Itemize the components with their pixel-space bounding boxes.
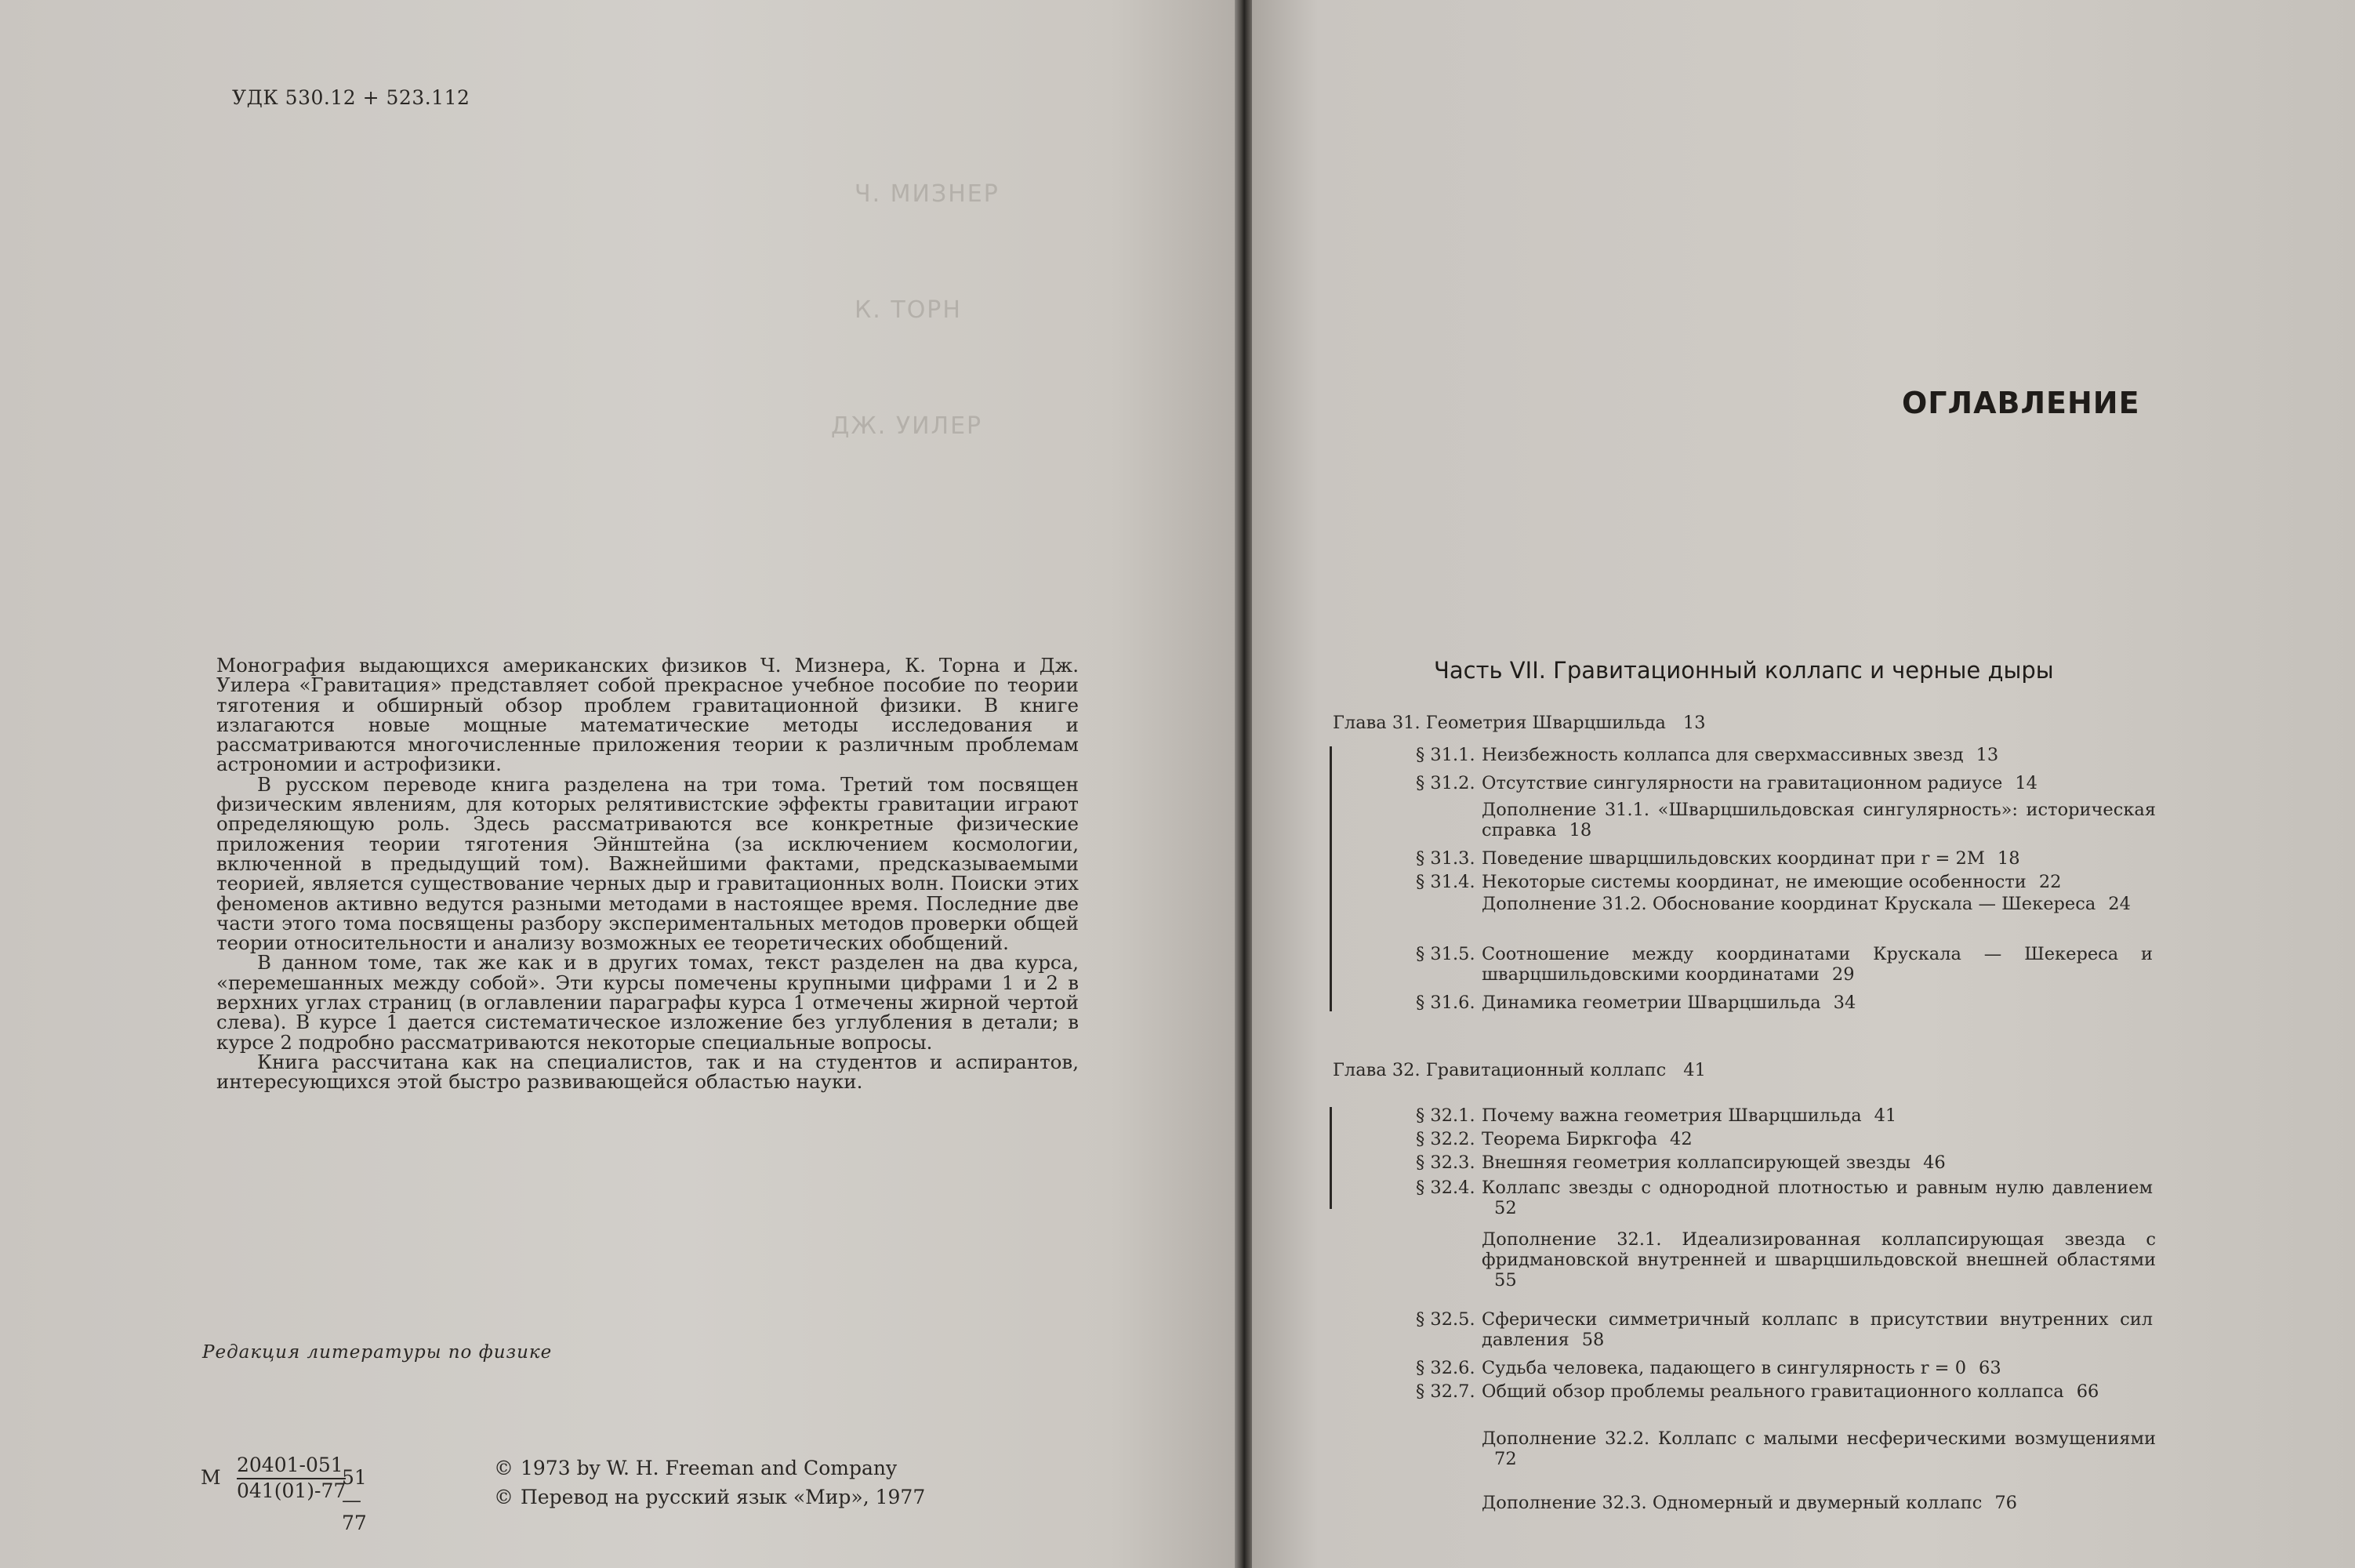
chapter-page: 41: [1683, 1060, 1706, 1080]
toc-section: [1416, 1309, 2153, 1350]
toc-section: [1416, 773, 2153, 793]
section-number: § 31.2.: [1416, 773, 1475, 793]
supplement-page: 72: [1494, 1449, 1517, 1469]
toc-section: [1416, 1152, 2153, 1173]
section-page: 63: [1979, 1358, 2001, 1378]
supplement-title: Дополнение 31.2. Обоснование координат Крускала — Шекереса: [1482, 894, 2096, 914]
section-number: § 32.6.: [1416, 1358, 1475, 1378]
section-title: Почему важна геометрия Шварцшильда: [1482, 1105, 1862, 1126]
section-page: 42: [1670, 1129, 1693, 1149]
section-page: 18: [1997, 848, 2020, 869]
supplement-page: 24: [2108, 894, 2131, 914]
toc-supplement: [1482, 894, 2156, 914]
section-title: Динамика геометрии Шварцшильда: [1482, 993, 1821, 1013]
section-page: 41: [1874, 1105, 1897, 1126]
section-title: Неизбежность коллапса для сверхмассивных звезд: [1482, 745, 1964, 765]
toc-supplement: [1482, 1229, 2156, 1290]
section-number: § 32.7.: [1416, 1381, 1475, 1402]
section-title: Теорема Биркгофа: [1482, 1129, 1658, 1149]
toc-section: [1416, 848, 2153, 869]
toc-supplement: [1482, 1428, 2156, 1469]
section-title: Некоторые системы координат, не имеющие особенности: [1482, 872, 2027, 892]
section-title: Судьба человека, падающего в сингулярность r = 0: [1482, 1358, 1967, 1378]
section-page: 14: [2015, 773, 2037, 793]
section-number: § 31.1.: [1416, 745, 1475, 765]
section-page: 46: [1923, 1152, 1946, 1173]
abstract-paragraph: Книга рассчитана как на специалистов, так и на студентов и аспирантов, интересующихся этой быстро развивающейся областью науки.: [216, 1050, 1079, 1094]
section-title: Сферически симметричный коллапс в присутствии внутренних сил давления: [1482, 1309, 2153, 1350]
toc-title: ОГЛАВЛЕНИЕ: [1902, 386, 2140, 420]
toc-section: [1416, 944, 2153, 985]
udk-code: УДК 530.12 + 523.112: [232, 86, 470, 109]
imprint-fraction: [237, 1454, 346, 1502]
imprint-letter: М: [201, 1466, 221, 1489]
chapter-page: 13: [1682, 713, 1706, 733]
toc-section: [1416, 1381, 2153, 1402]
section-title: Коллапс звезды с однородной плотностью и равным нулю давлением: [1482, 1178, 2153, 1198]
supplement-title: Дополнение 32.3. Одномерный и двумерный коллапс: [1482, 1493, 1983, 1513]
section-page: 34: [1833, 993, 1856, 1013]
toc-section: [1416, 1178, 2153, 1218]
section-title: Поведение шварцшильдовских координат при r = 2M: [1482, 848, 1985, 869]
toc-supplement: [1482, 1493, 2156, 1513]
section-number: § 32.5.: [1416, 1309, 1475, 1330]
chapter-label: Глава 31. Геометрия Шварцшильда: [1333, 713, 1666, 733]
section-number: § 31.3.: [1416, 848, 1475, 869]
section-number: § 31.5.: [1416, 944, 1475, 964]
copyright-symbol: ©: [494, 1457, 513, 1479]
supplement-page: 76: [1994, 1493, 2017, 1513]
toc-section: [1416, 1358, 2153, 1378]
abstract-paragraph: Монография выдающихся американских физиков Ч. Мизнера, К. Торна и Дж. Уилера «Гравитация» представляет собой прекрасное учебное пособие по теории тяготения и обширный обзор проблем гравитационной физики. В книге излагаются новые мощные математические методы исследования и рассматриваются многочисленные приложения теории к различным проблемам астрономии и астрофизики.: [216, 654, 1079, 776]
imprint-tail: 51—77: [342, 1466, 367, 1534]
section-page: 52: [1494, 1198, 1517, 1218]
section-number: § 31.6.: [1416, 993, 1475, 1013]
part-title: Часть VII. Гравитационный коллапс и черные дыры: [1434, 657, 2054, 684]
section-title: Внешняя геометрия коллапсирующей звезды: [1482, 1152, 1911, 1173]
show-through-text: Ч. МИЗНЕР: [855, 180, 1000, 208]
imprint-numerator: 20401-051: [237, 1454, 346, 1479]
show-through-text: ДЖ. УИЛЕР: [831, 412, 983, 440]
chapter-heading: [1333, 1060, 1706, 1080]
book-abstract: [216, 655, 1079, 1092]
section-title: Отсутствие сингулярности на гравитационном радиусе: [1482, 773, 2003, 793]
copyright-text: Перевод на русский язык «Мир», 1977: [521, 1486, 926, 1508]
section-page: 66: [2076, 1381, 2099, 1402]
section-number: § 31.4.: [1416, 872, 1475, 892]
toc-section: [1416, 1105, 2153, 1126]
section-title: Общий обзор проблемы реального гравитационного коллапса: [1482, 1381, 2064, 1402]
section-title: Соотношение между координатами Крускала — Шекереса и шварцшильдовскими координатами: [1482, 944, 2153, 985]
editorial-credit: Редакция литературы по физике: [202, 1342, 553, 1363]
toc-section: [1416, 872, 2153, 892]
section-number: § 32.1.: [1416, 1105, 1475, 1126]
supplement-title: Дополнение 31.1. «Шварцшильдовская сингулярность»: историческая справка: [1482, 800, 2156, 840]
copyright-text: 1973 by W. H. Freeman and Company: [521, 1457, 898, 1479]
book-gutter: [1235, 0, 1252, 1568]
section-number: § 32.2.: [1416, 1129, 1475, 1149]
toc-section: [1416, 745, 2153, 765]
section-number: § 32.3.: [1416, 1152, 1475, 1173]
toc-section: [1416, 1129, 2153, 1149]
section-page: 22: [2038, 872, 2062, 892]
abstract-paragraph: В данном томе, так же как и в других томах, текст разделен на два курса, «перемешанных между собой». Эти курсы помечены крупными цифрами 1 и 2 в верхних углах страниц (в оглавлении параграфы курса 1 отмечены жирной чертой слева). В курсе 1 дается систематическое изложение без углубления в детали; в курсе 2 подробно рассматриваются некоторые специальные вопросы.: [216, 951, 1079, 1054]
course-1-marker: [1330, 746, 1332, 1011]
section-number: § 32.4.: [1416, 1178, 1475, 1198]
toc-supplement: [1482, 800, 2156, 840]
supplement-title: Дополнение 32.1. Идеализированная коллапсирующая звезда с фридмановской внутренней и шварцшильдовской внешней областями: [1482, 1229, 2156, 1270]
copyright-line: [494, 1457, 897, 1479]
abstract-paragraph: В русском переводе книга разделена на три тома. Третий том посвящен физическим явлениям, для которых релятивистские эффекты гравитации играют определяющую роль. Здесь рассматриваются все конкретные физические приложения теории тяготения Эйнштейна (за исключением космологии, включенной в предыдущий том). Важнейшими фактами, предсказываемыми теорией, является существование черных дыр и гравитационных волн. Поиски этих феноменов активно ведутся разными методами в настоящее время. Последние две части этого тома посвящены разбору экспериментальных методов проверки общей теории относительности и анализу возможных ее теоретических обобщений.: [216, 772, 1079, 955]
toc-section: [1416, 993, 2153, 1013]
imprint-denominator: 041(01)-77: [237, 1479, 347, 1502]
course-1-marker: [1330, 1107, 1332, 1209]
supplement-page: 55: [1494, 1270, 1517, 1290]
copyright-line: [494, 1486, 925, 1508]
copyright-symbol: ©: [494, 1486, 513, 1508]
section-page: 13: [1976, 745, 1999, 765]
chapter-heading: [1333, 713, 1706, 733]
supplement-title: Дополнение 32.2. Коллапс с малыми несферическими возмущениями: [1482, 1428, 2156, 1449]
show-through-text: К. ТОРН: [855, 296, 962, 324]
section-page: 29: [1831, 964, 1855, 985]
section-page: 58: [1581, 1330, 1605, 1350]
supplement-page: 18: [1569, 820, 1592, 840]
chapter-label: Глава 32. Гравитационный коллапс: [1333, 1060, 1667, 1080]
